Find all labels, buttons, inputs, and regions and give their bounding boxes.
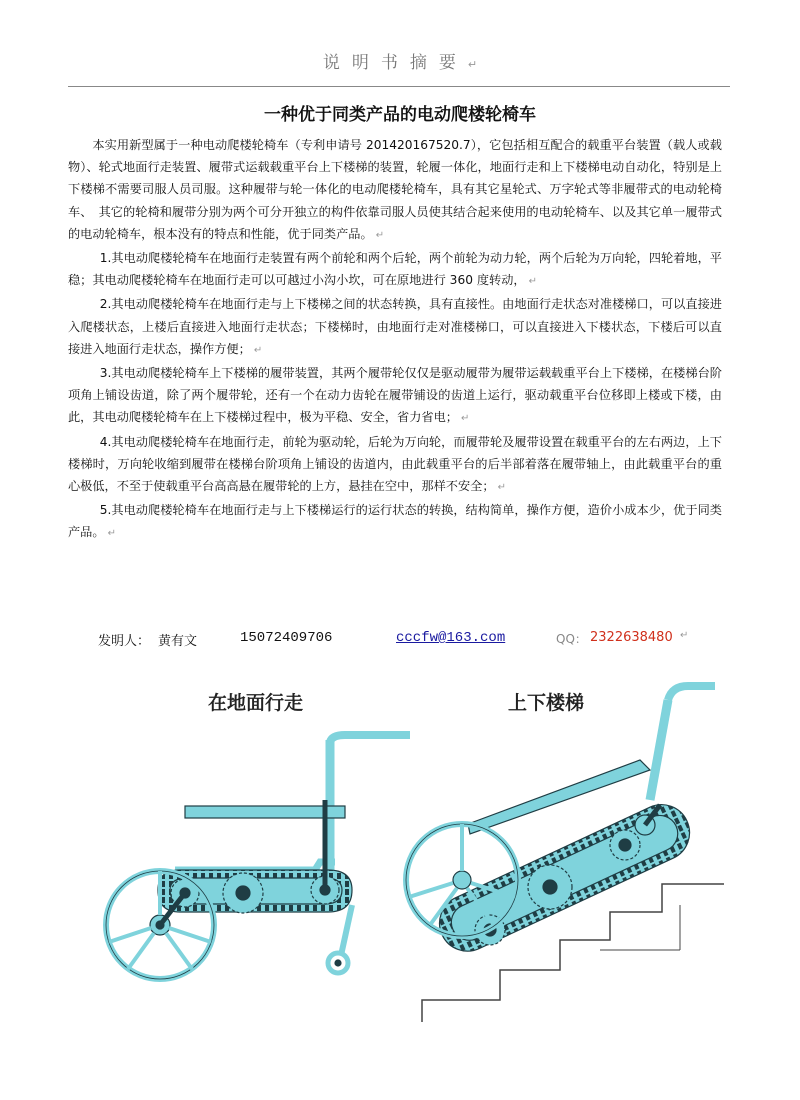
paragraph-mark: ↵	[680, 630, 689, 641]
stairs-mode-figure	[406, 686, 724, 1022]
seat-frame	[175, 862, 335, 870]
armrest	[185, 806, 345, 818]
email-link[interactable]: cccfw@163.com	[396, 630, 506, 646]
caster-wheel-icon	[328, 953, 348, 973]
paragraph-mark: ↵	[467, 58, 478, 71]
push-handle	[668, 686, 715, 700]
paragraph-mark: ↵	[375, 229, 385, 241]
intro-paragraph: 本实用新型属于一种电动爬楼轮椅车（专利申请号 201420167520.7），它包括相互配合的载重平台装置（载人或载物）、轮式地面行走装置、履带式运载载重平台上下楼梯的装置，轮履一体化，地面行走和上下楼梯电动自动化，特别是上下楼梯不需要司服人员司服。这种履带与轮一体化的电动爬楼轮椅车，具有其它星轮式、万字轮式等非履带式的电动轮椅车、 其它的轮椅和履带分别为两个可分开独立的构件依靠司服人员使其结合起来使用的电动轮椅车、以及其它单一履带式的电动轮椅车，根本没有的特点和性能，优于同类产品。 ↵	[68, 138, 722, 241]
stairs-mode-caption: 上下楼梯	[508, 692, 585, 714]
abstract-header	[0, 48, 800, 73]
paragraph-mark: ↵	[107, 528, 116, 540]
backrest-frame	[650, 700, 668, 800]
paragraph-mark: ↵	[461, 413, 470, 425]
qq-label: QQ：	[556, 632, 587, 646]
inventor-contact	[98, 630, 738, 654]
feature-paragraph-4: 4.其电动爬楼轮椅车在地面行走，前轮为驱动轮，后轮为万向轮，而履带轮及履带设置在载重平台的左右两边，上下楼梯时，万向轮收缩到履带在楼梯台阶项角上铺设的齿道内，由此载重平台的后半部着落在履带轴上，由此载重平台的重心极低，不至于使载重平台高高悬在履带轮的上方，悬挂在空中，那样不安全； ↵	[68, 434, 722, 494]
paragraph-mark: ↵	[528, 276, 537, 288]
wheelchair-illustration	[0, 660, 800, 1100]
paragraph-mark: ↵	[253, 344, 263, 356]
qq-number: 2322638480	[590, 630, 673, 645]
feature-paragraph-1: 1.其电动爬楼轮椅车在地面行走装置有两个前轮和两个后轮，两个前轮为动力轮，两个后轮为万向轮，四轮着地，平稳；其电动爬楼轮椅车在地面行走可以可越过小沟小坎，可在原地进行 360 度转动， ↵	[68, 251, 722, 288]
inventor-label: 发明人：	[98, 634, 151, 649]
header-text: 说明书摘要	[322, 53, 468, 73]
paragraph-mark: ↵	[497, 482, 506, 494]
phone-number: 15072409706	[240, 630, 333, 646]
feature-paragraph-3: 3.其电动爬楼轮椅车上下楼梯的履带装置，其两个履带轮仅仅是驱动履带为履带运载载重平台上下楼梯，在楼梯台阶项角上铺设齿道，除了两个履带轮，还有一个在动力齿轮在履带铺设的齿道上运行，驱动载重平台位移即上楼或下楼，由此，其电动爬楼轮椅车在上下楼梯过程中，极为平稳、安全，省力省电； ↵	[68, 366, 722, 425]
ground-mode-figure	[106, 735, 410, 979]
document-title: 一种优于同类产品的电动爬楼轮椅车	[264, 105, 536, 125]
abstract-body	[68, 134, 722, 546]
feature-paragraph-5: 5.其电动爬楼轮椅车在地面行走与上下楼梯运行的运行状态的转换，结构简单，操作方便，造价小成本少，优于同类产品。 ↵	[68, 503, 722, 540]
push-handle	[330, 735, 410, 742]
inventor-name: 黄有文	[158, 634, 198, 649]
feature-paragraph-2: 2.其电动爬楼轮椅车在地面行走与上下楼梯之间的状态转换，具有直接性。由地面行走状态对准楼梯口，可以直接进入爬楼状态，上楼后直接进入地面行走状态；下楼梯时，由地面行走对准楼梯口，可以直接进入下楼状态，下楼后可以直接进入地面行走状态，操作方便； ↵	[68, 297, 722, 356]
header-rule	[68, 86, 730, 87]
ground-mode-caption: 在地面行走	[208, 692, 304, 714]
